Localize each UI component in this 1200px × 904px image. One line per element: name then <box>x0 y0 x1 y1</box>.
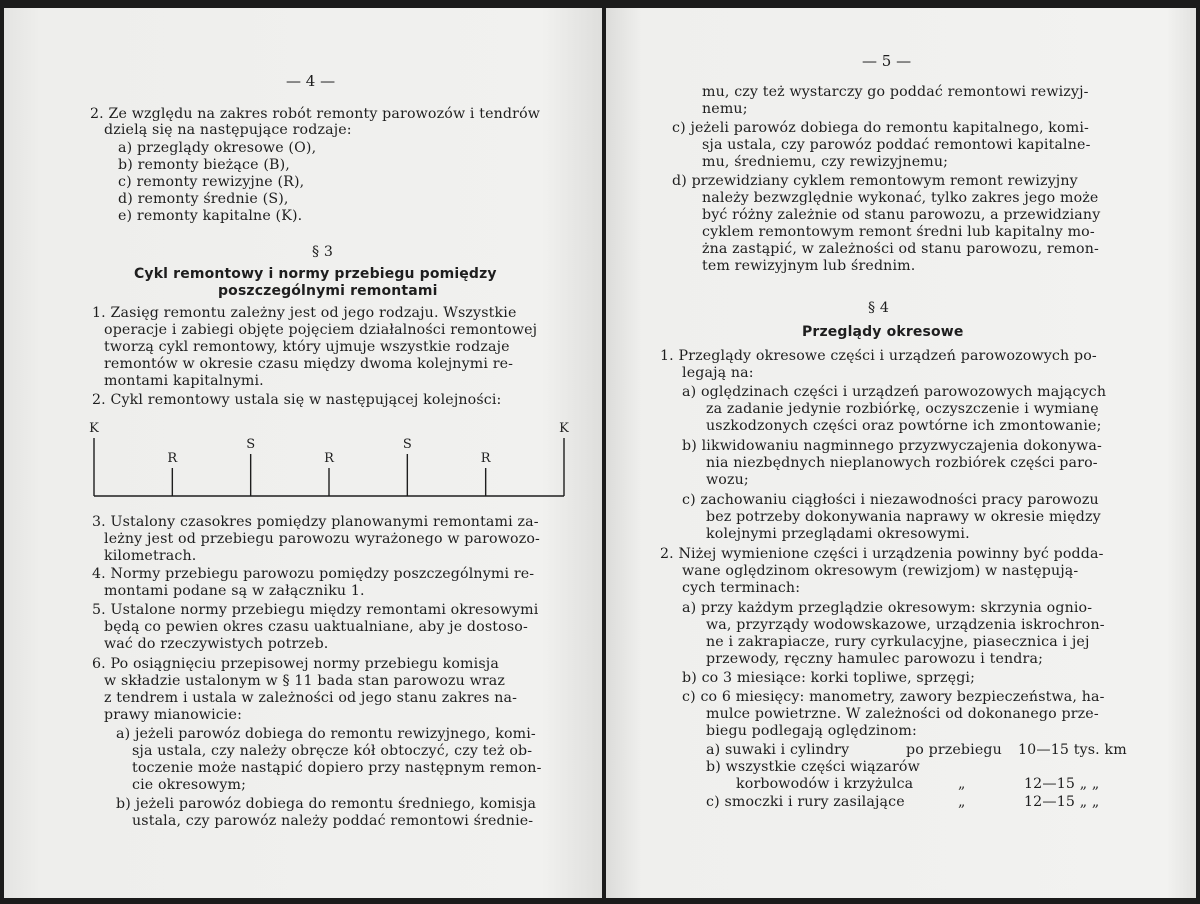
text-line: 4. Normy przebiegu parowozu pomiędzy poszczególnymi re- <box>92 566 535 582</box>
text-line: dzielą się na następujące rodzaje: <box>104 122 352 138</box>
text-line: 2. Ze względu na zakres robót remonty parowozów i tendrów <box>90 106 541 122</box>
text-line: za zadanie jedynie rozbiórkę, oczyszczenie i wymianę <box>706 401 1099 417</box>
text-line: przewody, ręczny hamulec parowozu i tendra; <box>706 651 1043 667</box>
table-cell: a) suwaki i cylindry <box>706 742 850 758</box>
text-line: mu, czy też wystarczy go poddać remontowi rewizyj- <box>702 84 1089 100</box>
cycle-label-s: S <box>402 437 412 452</box>
text-line: legają na: <box>682 365 754 381</box>
table-cell: 12—15 „ „ <box>1024 776 1100 792</box>
text-line: d) przewidziany cyklem remontowym remont rewizyjny <box>672 173 1078 189</box>
table-cell: po przebiegu <box>906 742 1002 758</box>
text-line: wa, przyrządy wodowskazowe, urządzenia iskrochron- <box>706 617 1105 633</box>
cycle-label-r: R <box>480 451 491 466</box>
text-line: tworzą cykl remontowy, który ujmuje wszystkie rodzaje <box>104 339 510 355</box>
text-line: ustala, czy parowóz należy poddać remontowi średnie- <box>132 813 534 829</box>
text-line: c) jeżeli parowóz dobiega do remontu kapitalnego, komi- <box>672 120 1089 136</box>
section-number: § 3 <box>312 244 334 260</box>
table-cell: b) wszystkie części wiązarów <box>706 759 920 775</box>
cycle-label-s: S <box>246 437 256 452</box>
text-line: 5. Ustalone normy przebiegu między remontami okresowymi <box>92 602 539 618</box>
section-number: § 4 <box>868 300 890 316</box>
section-title: Cykl remontowy i normy przebiegu pomiędzy <box>134 266 497 282</box>
text-line: wać do rzeczywistych potrzeb. <box>104 636 329 652</box>
text-line: a) oględzinach części i urządzeń parowozowych mających <box>682 384 1107 400</box>
text-line: leżny jest od przebiegu parowozu wyrażonego w parowozo- <box>104 531 540 547</box>
text-line: 6. Po osiągnięciu przepisowej normy przebiegu komisja <box>92 656 499 672</box>
text-line: 3. Ustalony czasokres pomiędzy planowanymi remontami za- <box>92 514 539 530</box>
page-number: — 4 — <box>286 72 336 90</box>
text-line: sja ustala, czy parowóz poddać remontowi kapitalne- <box>702 137 1091 153</box>
text-line: należy bezwzględnie wykonać, tylko zakres jego może <box>702 190 1099 206</box>
text-line: c) zachowaniu ciągłości i niezawodności pracy parowozu <box>682 492 1099 508</box>
section-title: Przeglądy okresowe <box>802 324 964 340</box>
text-line: 1. Przeglądy okresowe części i urządzeń parowozowych po- <box>660 348 1097 364</box>
text-line: c) remonty rewizyjne (R), <box>118 174 305 190</box>
text-line: kilometrach. <box>104 548 197 564</box>
text-line: cie okresowym; <box>132 777 247 793</box>
text-line: wozu; <box>706 472 749 488</box>
text-line: d) remonty średnie (S), <box>118 191 289 207</box>
text-line: cyklem remontowym remont średni lub kapitalny mo- <box>702 224 1095 240</box>
text-line: będą co pewien okres czasu uaktualniane, aby je dostoso- <box>104 619 528 635</box>
text-line: kolejnymi przeglądami okresowymi. <box>706 526 970 542</box>
text-line: 2. Cykl remontowy ustala się w następującej kolejności: <box>92 392 502 408</box>
text-line: b) jeżeli parowóz dobiega do remontu średniego, komisja <box>116 796 537 812</box>
text-line: montami podane są w załączniku 1. <box>104 583 365 599</box>
text-line: b) co 3 miesiące: korki topliwe, sprzęgi; <box>682 670 976 686</box>
text-line: prawy mianowicie: <box>104 707 243 723</box>
right-page <box>606 8 1196 898</box>
text-line: 2. Niżej wymienione części i urządzenia powinny być podda- <box>660 546 1104 562</box>
text-line: operacje i zabiegi objęte pojęciem działalności remontowej <box>104 322 538 338</box>
text-line: wane oględzinom okresowym (rewizjom) w następują- <box>682 563 1079 579</box>
text-line: uszkodzonych części oraz powtórne ich zmontowanie; <box>706 418 1102 434</box>
text-line: być różny zależnie od stanu parowozu, a przewidziany <box>702 207 1101 223</box>
text-line: z tendrem i ustala w zależności od jego stanu zakres na- <box>104 690 518 706</box>
text-line: mulce powietrzne. W zależności od dokonanego prze- <box>706 706 1099 722</box>
text-line: a) przeglądy okresowe (O), <box>118 140 317 156</box>
text-line: e) remonty kapitalne (K). <box>118 208 303 224</box>
text-line: remontów w okresie czasu między dwoma kolejnymi re- <box>104 356 514 372</box>
text-line: montami kapitalnymi. <box>104 373 264 389</box>
table-cell: 10—15 tys. km <box>1018 742 1127 758</box>
text-line: b) remonty bieżące (B), <box>118 157 290 173</box>
text-line: c) co 6 miesięcy: manometry, zawory bezpieczeństwa, ha- <box>682 689 1105 705</box>
table-cell: „ <box>958 794 966 810</box>
text-line: mu, średniemu, czy rewizyjnemu; <box>702 154 949 170</box>
text-line: nia niezbędnych nieplanowych rozbiórek części paro- <box>706 455 1098 471</box>
text-line: 1. Zasięg remontu zależny jest od jego rodzaju. Wszystkie <box>92 305 517 321</box>
cycle-label-r: R <box>324 451 334 466</box>
text-line: nemu; <box>702 101 748 117</box>
cycle-label-k: K <box>89 421 99 436</box>
table-cell: korbowodów i krzyżulca <box>736 776 914 792</box>
text-line: b) likwidowaniu nagminnego przyzwyczajenia dokonywa- <box>682 438 1102 454</box>
text-line: a) przy każdym przeglądzie okresowym: skrzynia ognio- <box>682 600 1093 616</box>
left-page <box>4 8 602 898</box>
table-cell: „ <box>958 776 966 792</box>
text-line: cych terminach: <box>682 580 801 596</box>
text-line: biegu podlegają oględzinom: <box>706 723 917 739</box>
text-line: a) jeżeli parowóz dobiega do remontu rewizyjnego, komi- <box>116 726 536 742</box>
text-line: toczenie może nastąpić dopiero przy następnym remon- <box>132 760 542 776</box>
text-line: ne i zakrapiacze, rury cyrkulacyjne, piasecznica i jej <box>706 634 1090 650</box>
text-line: tem rewizyjnym lub średnim. <box>702 258 916 274</box>
text-line: żna zastąpić, w zależności od stanu parowozu, remon- <box>702 241 1099 257</box>
section-title: poszczególnymi remontami <box>218 283 438 299</box>
cycle-label-r: R <box>167 451 178 466</box>
table-cell: c) smoczki i rury zasilające <box>706 794 905 810</box>
table-cell: 12—15 „ „ <box>1024 794 1100 810</box>
text-line: bez potrzeby dokonywania naprawy w okresie między <box>706 509 1101 525</box>
cycle-label-k: K <box>559 421 569 436</box>
text-line: sja ustala, czy należy obręcze kół obtoczyć, czy też ob- <box>132 743 533 759</box>
text-line: w składzie ustalonym w § 11 bada stan parowozu wraz <box>104 673 506 689</box>
page-number: — 5 — <box>862 52 912 70</box>
cycle-diagram <box>82 412 572 504</box>
